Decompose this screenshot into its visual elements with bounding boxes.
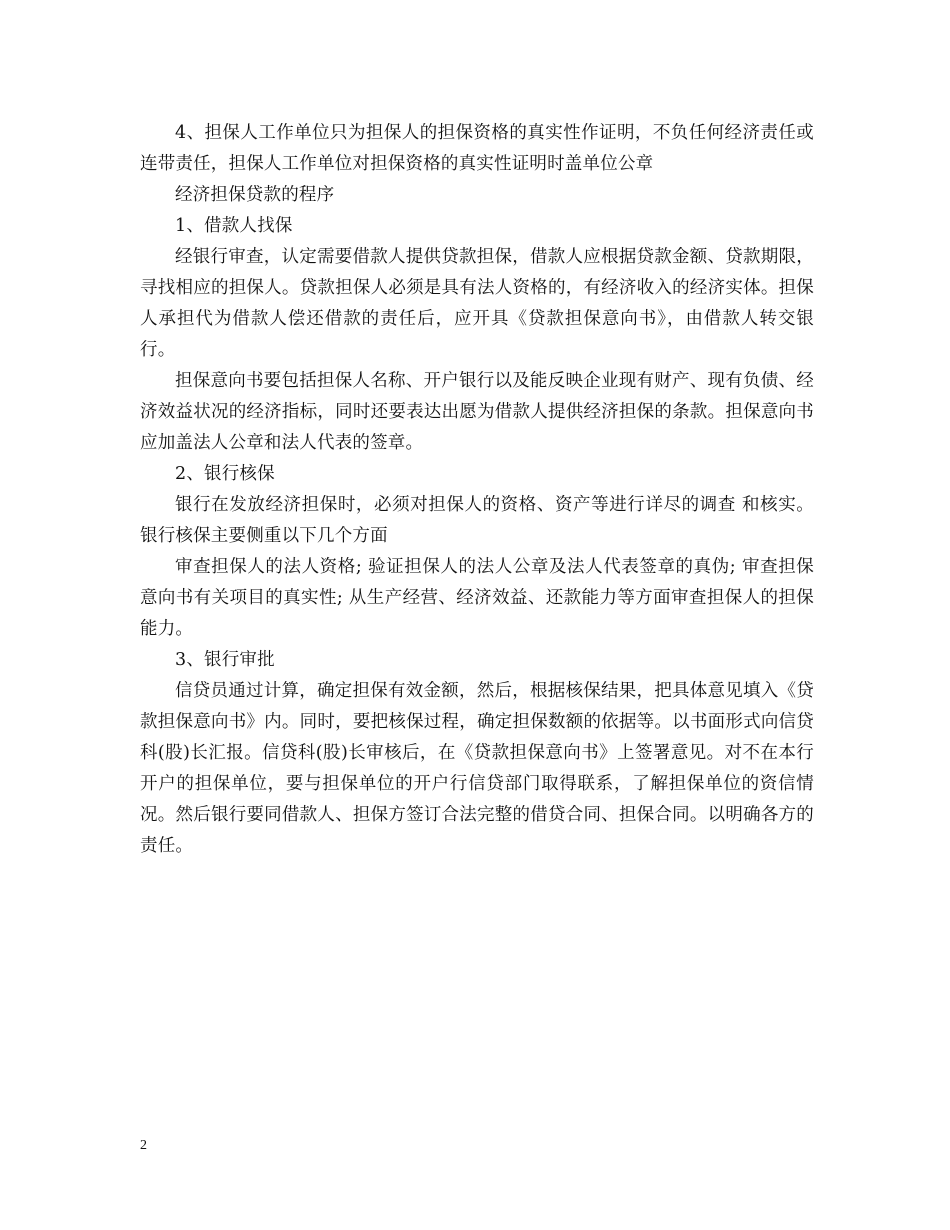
step-heading-borrower-finds-guarantor: 1、借款人找保 bbox=[175, 216, 293, 236]
page-number: 2 bbox=[140, 1138, 147, 1153]
paragraph-verification-points: 审查担保人的法人资格; 验证担保人的法人公章及法人代表签章的真伪; 审查担保意向书有关项目的真实性; 从生产经营、经济效益、还款能力等方面审查担保人的担保能力。 bbox=[140, 557, 814, 639]
step-heading-bank-verification: 2、银行核保 bbox=[175, 464, 275, 484]
paragraph-bank-review: 经银行审查，认定需要借款人提供贷款担保，借款人应根据贷款金额、贷款期限，寻找相应的担保人。贷款担保人必须是具有法人资格的，有经济收入的经济实体。担保人承担代为借款人偿还借款的责任后，应开具《贷款担保意向书》，由借款人转交银行。 bbox=[140, 247, 814, 360]
paragraph-guarantor-employer-note: 4、担保人工作单位只为担保人的担保资格的真实性作证明，不负任何经济责任或连带责任，担保人工作单位对担保资格的真实性证明时盖单位公章 bbox=[140, 123, 814, 174]
section-heading-procedure: 经济担保贷款的程序 bbox=[175, 185, 335, 205]
paragraph-letter-of-intent: 担保意向书要包括担保人名称、开户银行以及能反映企业现有财产、现有负债、经济效益状况的经济指标，同时还要表达出愿为借款人提供经济担保的条款。担保意向书应加盖法人公章和法人代表的签章。 bbox=[140, 371, 814, 453]
document-body bbox=[140, 118, 814, 862]
step-heading-bank-approval: 3、银行审批 bbox=[175, 650, 275, 670]
paragraph-approval-process: 信贷员通过计算，确定担保有效金额，然后，根据核保结果，把具体意见填入《贷款担保意向书》内。同时，要把核保过程，确定担保数额的依据等。以书面形式向信贷科(股)长汇报。信贷科(股)长审核后，在《贷款担保意向书》上签署意见。对不在本行开户的担保单位，要与担保单位的开户行信贷部门取得联系，了解担保单位的资信情况。然后银行要同借款人、担保方签订合法完整的借贷合同、担保合同。以明确各方的责任。 bbox=[140, 681, 814, 856]
paragraph-verification-intro: 银行在发放经济担保时，必须对担保人的资格、资产等进行详尽的调查 和核实。银行核保主要侧重以下几个方面 bbox=[140, 495, 814, 546]
